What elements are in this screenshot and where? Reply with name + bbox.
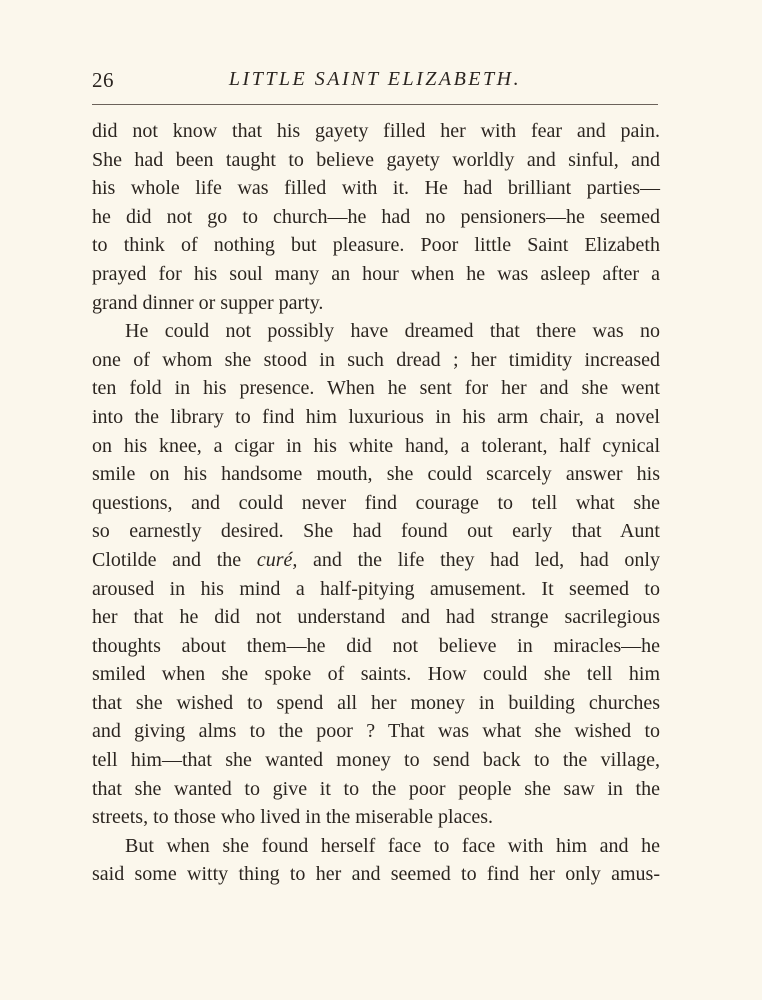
italic-word: curé,	[256, 548, 298, 571]
page-header	[92, 68, 658, 98]
text-line: said some witty thing to her and seemed to find her only amus-	[92, 863, 660, 886]
text-line: into the library to find him luxurious in his arm chair, a novel	[92, 405, 660, 428]
text-fragment: Clotilde and the	[92, 548, 257, 571]
header-rule	[92, 104, 658, 105]
text-line: questions, and could never find courage to tell what she	[92, 491, 660, 514]
text-line: he did not go to church—he had no pensioners—he seemed	[92, 205, 660, 228]
text-line: prayed for his soul many an hour when he was asleep after a	[92, 262, 660, 285]
text-line: that she wished to spend all her money in building churches	[92, 691, 660, 714]
text-line: She had been taught to believe gayety worldly and sinful, and	[92, 148, 660, 171]
text-line: her that he did not understand and had strange sacrilegious	[92, 606, 660, 629]
page-number: 26	[92, 68, 114, 92]
text-line: He could not possibly have dreamed that there was no	[125, 320, 660, 343]
text-line: did not know that his gayety filled her with fear and pain.	[92, 120, 660, 142]
text-line: smile on his handsome mouth, she could scarcely answer his	[92, 463, 660, 486]
text-line: ten fold in his presence. When he sent for her and she went	[92, 377, 660, 400]
text-line: and giving alms to the poor ? That was what she wished to	[92, 720, 660, 743]
text-line: one of whom she stood in such dread ; her timidity increased	[92, 348, 660, 371]
text-line: that she wanted to give it to the poor people she saw in the	[92, 777, 660, 800]
body-text	[92, 117, 660, 889]
text-line: tell him—that she wanted money to send back to the village,	[92, 749, 660, 772]
text-line: on his knee, a cigar in his white hand, a tolerant, half cynical	[92, 434, 660, 457]
running-title: LITTLE SAINT ELIZABETH.	[228, 68, 522, 90]
text-line: to think of nothing but pleasure. Poor little Saint Elizabeth	[92, 234, 660, 257]
text-fragment: and the life they had led, had only	[297, 548, 660, 571]
text-line: grand dinner or supper party.	[92, 291, 324, 314]
text-line: thoughts about them—he did not believe in miracles—he	[92, 634, 660, 657]
text-line: streets, to those who lived in the miserable places.	[92, 806, 494, 829]
text-line: so earnestly desired. She had found out early that Aunt	[92, 520, 660, 543]
text-line: his whole life was filled with it. He had brilliant parties—	[92, 177, 660, 200]
text-line	[92, 546, 660, 575]
text-line: aroused in his mind a half-pitying amusement. It seemed to	[92, 577, 660, 600]
text-line: But when she found herself face to face with him and he	[125, 834, 660, 857]
text-line: smiled when she spoke of saints. How could she tell him	[92, 663, 660, 686]
